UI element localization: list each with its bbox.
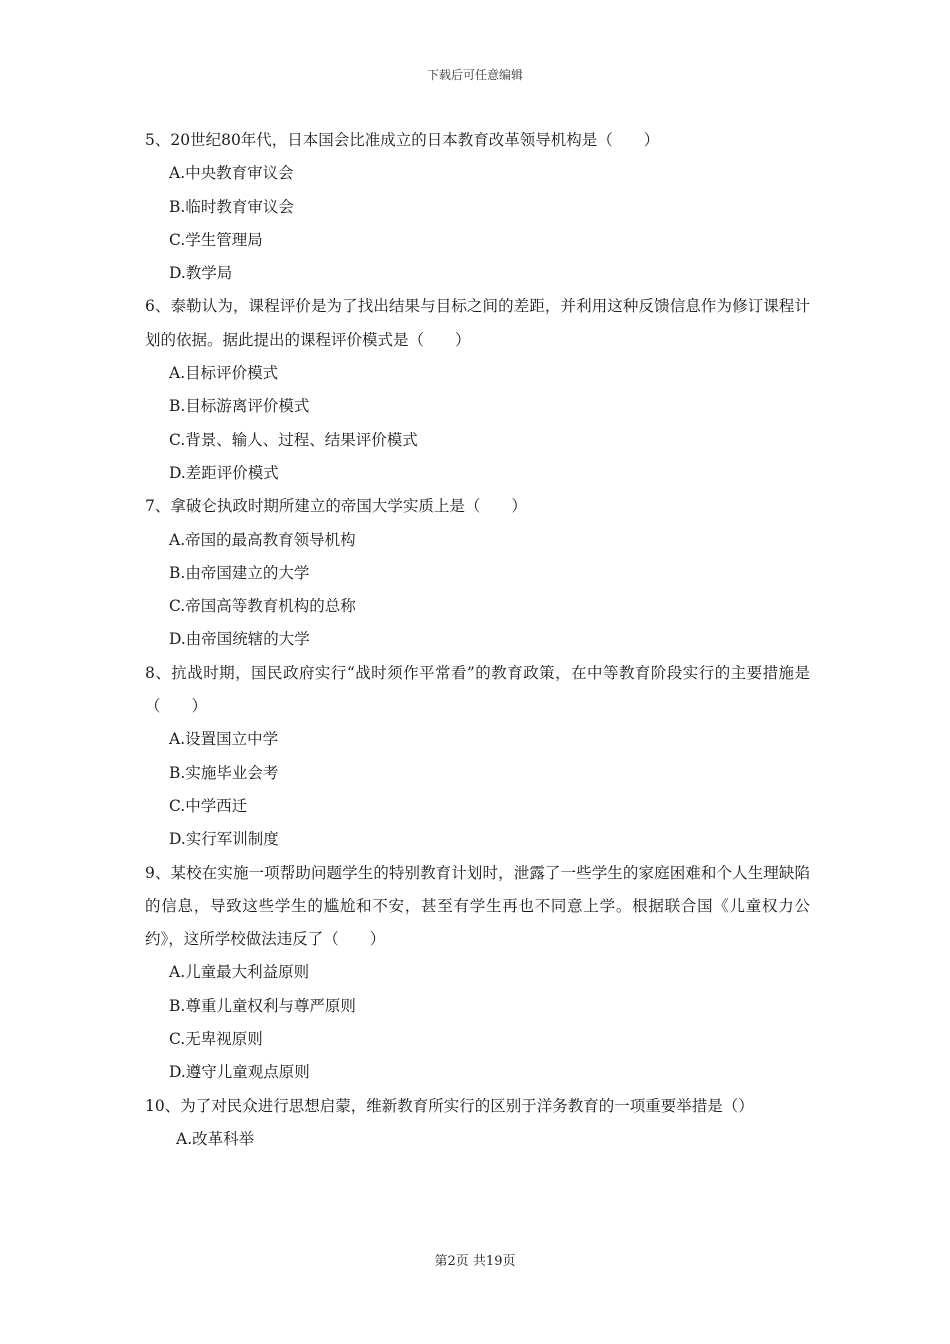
page-footer: 第2页 共19页 [434,1254,516,1269]
question-stem: 9、某校在实施一项帮助问题学生的特别教育计划时，泄露了一些学生的家庭困难和个人生理缺陷的信息，导致这些学生的尴尬和不安，甚至有学生再也不同意上学。根据联合国《儿童权力公约》，这所学校做法违反了（ ） [145,863,810,949]
question-stem: 7、拿破仑执政时期所建立的帝国大学实质上是（ ） [145,497,527,516]
question-8 [145,657,810,857]
option-d: D.由帝国统辖的大学 [169,630,310,649]
option-d: D.实行军训制度 [169,830,279,849]
question-stem: 8、抗战时期，国民政府实行“战时须作平常看”的教育政策，在中等教育阶段实行的主要措施是（ ） [145,663,810,716]
option-a: A.设置国立中学 [169,730,279,749]
question-stem: 10、为了对民众进行思想启蒙，维新教育所实行的区别于洋务教育的一项重要举措是（） [145,1096,754,1115]
question-7 [145,490,810,656]
option-a: A.目标评价模式 [169,364,279,383]
question-list [145,124,810,1156]
option-c: C.背景、输人、过程、结果评价模式 [169,430,418,449]
question-5 [145,124,810,290]
option-b: B.临时教育审议会 [169,197,294,216]
option-c: C.中学西迁 [169,796,248,815]
option-a: A.帝国的最高教育领导机构 [169,530,356,549]
option-a: A.儿童最大利益原则 [169,963,310,982]
option-a: A.中央教育审议会 [169,164,294,183]
option-b: B.目标游离评价模式 [169,397,310,416]
question-stem: 6、泰勒认为，课程评价是为了找出结果与目标之间的差距，并利用这种反馈信息作为修订课程计划的依据。据此提出的课程评价模式是（ ） [145,297,810,349]
option-d: D.遵守儿童观点原则 [169,1063,310,1082]
question-9 [145,857,810,1090]
option-b: B.由帝国建立的大学 [169,563,310,582]
question-6 [145,290,810,490]
option-b: B.实施毕业会考 [169,763,279,782]
option-c: C.帝国高等教育机构的总称 [169,597,356,616]
page-header: 下载后可任意编辑 [426,68,523,82]
option-d: D.教学局 [169,264,233,283]
question-10 [145,1090,810,1157]
option-b: B.尊重儿童权利与尊严原则 [169,996,356,1015]
option-c: C.学生管理局 [169,230,263,249]
question-stem: 5、20世纪80年代，日本国会比准成立的日本教育改革领导机构是（ ） [145,131,660,149]
option-d: D.差距评价模式 [169,463,279,482]
option-a: A.改革科举 [176,1129,255,1148]
option-c: C.无卑视原则 [169,1030,263,1049]
